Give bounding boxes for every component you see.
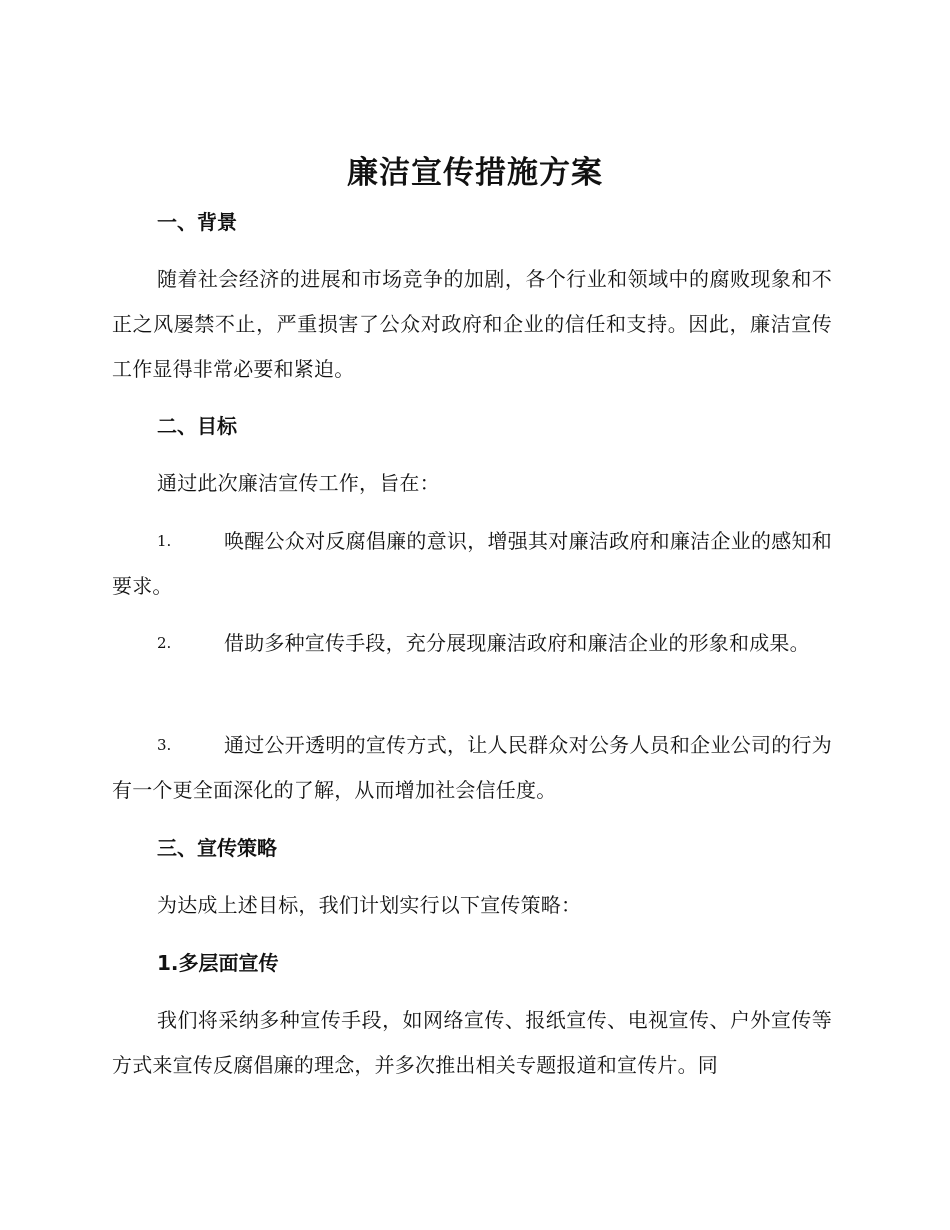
background-paragraph: 随着社会经济的进展和市场竞争的加剧，各个行业和领域中的腐败现象和不正之风屡禁不止，严重损害了公众对政府和企业的信任和支持。因此，廉洁宣传工作显得非常必要和紧迫。 — [112, 267, 832, 381]
document-title: 廉洁宣传措施方案 — [347, 155, 603, 191]
goal-item-number: 2. — [157, 634, 172, 652]
section-heading-goals: 二、目标 — [157, 414, 237, 438]
goal-item-text: 借助多种宣传手段，充分展现廉洁政府和廉洁企业的形象和成果。 — [224, 631, 810, 655]
goals-intro: 通过此次廉洁宣传工作，旨在： — [157, 471, 440, 495]
section-heading-strategy: 三、宣传策略 — [157, 836, 277, 860]
multilevel-paragraph: 我们将采纳多种宣传手段，如网络宣传、报纸宣传、电视宣传、户外宣传等方式来宣传反腐倡廉的理念，并多次推出相关专题报道和宣传片。同 — [112, 1008, 832, 1077]
section-heading-background: 一、背景 — [157, 210, 237, 234]
goal-item-number: 1. — [157, 532, 172, 550]
goal-item-text: 唤醒公众对反腐倡廉的意识，增强其对廉洁政府和廉洁企业的感知和要求。 — [112, 529, 832, 598]
goal-item-text: 通过公开透明的宣传方式，让人民群众对公务人员和企业公司的行为有一个更全面深化的了解，从而增加社会信任度。 — [112, 733, 832, 802]
goal-item-number: 3. — [157, 736, 172, 754]
goal-item-1 — [112, 519, 832, 609]
subsection-heading-multilevel: 1.多层面宣传 — [157, 951, 279, 975]
goal-item-3 — [112, 723, 832, 813]
strategy-intro: 为达成上述目标，我们计划实行以下宣传策略： — [157, 893, 582, 917]
goal-item-2 — [112, 621, 832, 666]
